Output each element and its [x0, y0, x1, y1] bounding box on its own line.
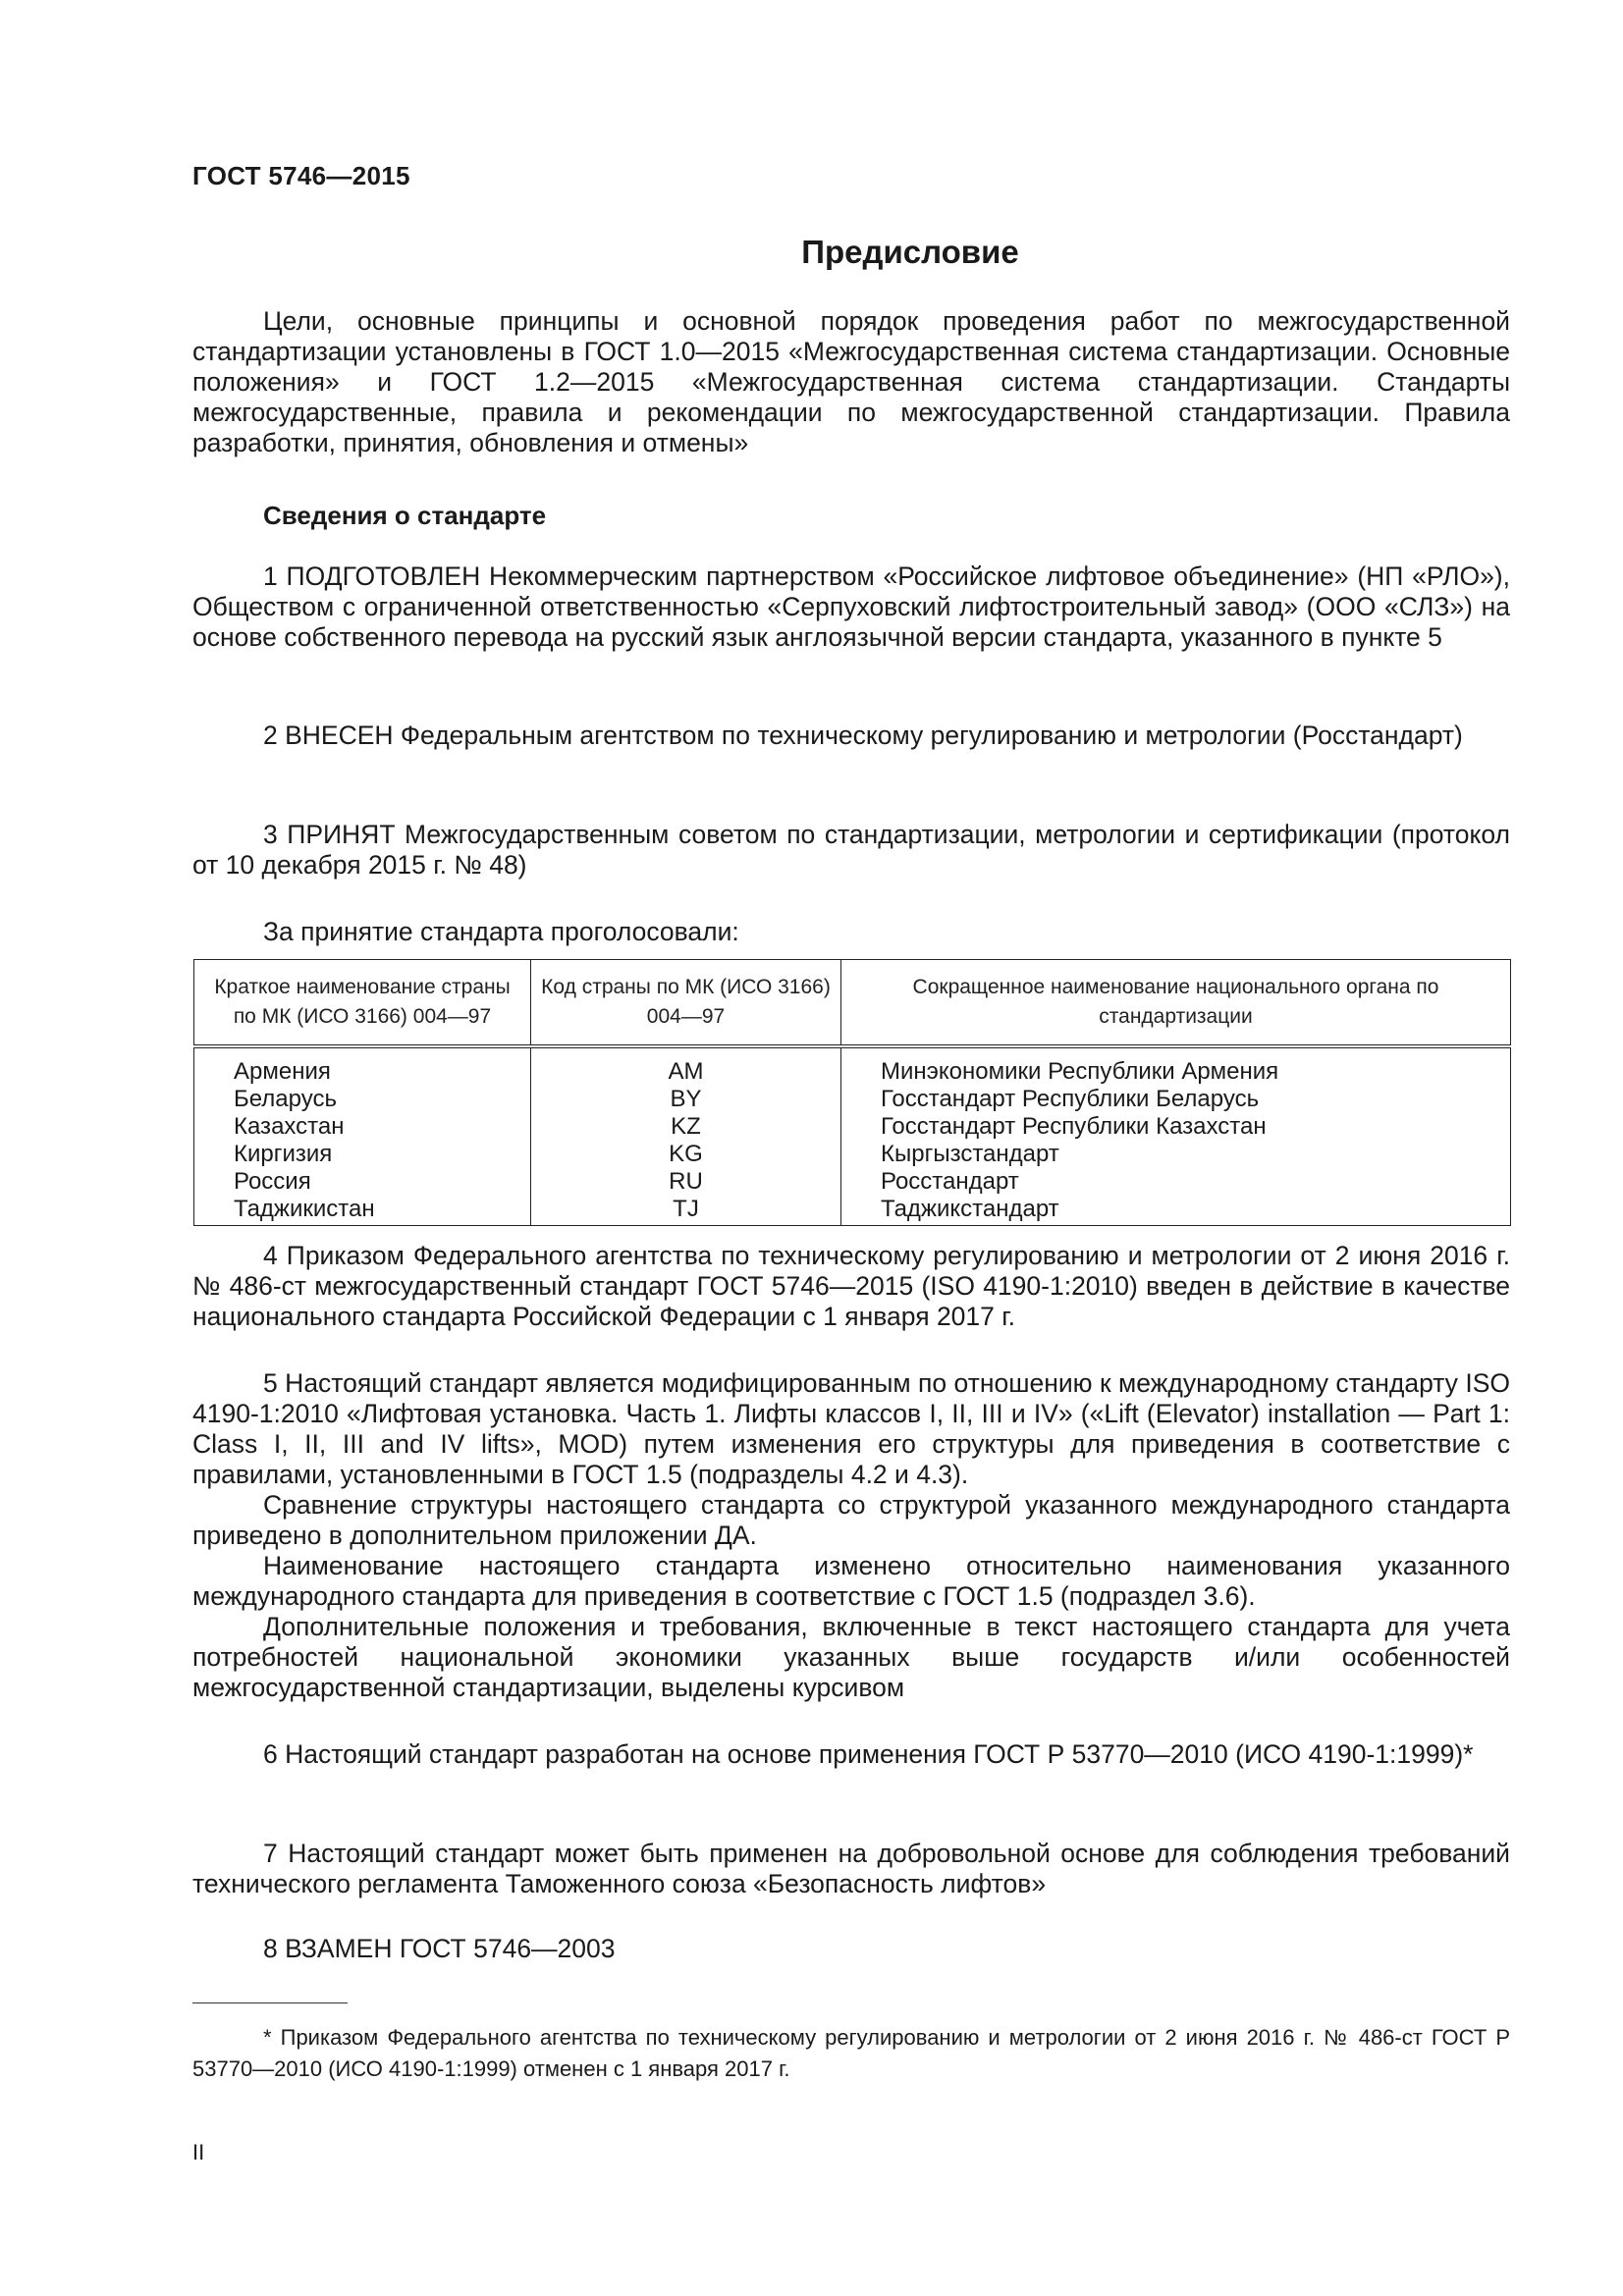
item-8-replaces: 8 ВЗАМЕН ГОСТ 5746—2003 [263, 1934, 616, 1963]
item-4-order: 4 Приказом Федерального агентства по техническому регулированию и метрологии от 2 июня 2016 г. № 486-ст межгосударственный стандарт ГОСТ 5746—2015 (ISO 4190-1:2010) введен в действие в качестве национального стандарта Российской Федерации с 1 января 2017 г. [192, 1241, 1510, 1331]
page-title: Предисловие [801, 234, 1019, 270]
org-cell: Росстандарт [841, 1168, 1511, 1196]
item-6-basis: 6 Настоящий стандарт разработан на основе применения ГОСТ Р 53770—2010 (ИСО 4190-1:1999)* [263, 1739, 1474, 1769]
intro-paragraph: Цели, основные принципы и основной порядок проведения работ по межгосударственной стандартизации установлены в ГОСТ 1.0—2015 «Межгосударственная система стандартизации. Основные положения» и ГОСТ 1.2—2015 «Межгосударственная система стандартизации. Стандарты межгосударственные, правила и рекомендации по межгосударственной стандартизации. Правила разработки, принятия, обновления и отмены» [192, 306, 1510, 457]
org-cell: Кыргызстандарт [841, 1141, 1511, 1168]
country-cell: Армения [194, 1046, 531, 1086]
code-cell: KZ [531, 1113, 841, 1141]
col-header-country: Краткое наименование страны по МК (ИСО 3166) 004—97 [194, 960, 531, 1047]
org-cell: Госстандарт Республики Беларусь [841, 1086, 1511, 1113]
item-7-voluntary: 7 Настоящий стандарт может быть применен на добровольной основе для соблюдения требований технического регламента Таможенного союза «Безопасность лифтов» [192, 1839, 1510, 1898]
code-cell: KG [531, 1141, 841, 1168]
item-5-additional: Дополнительные положения и требования, включенные в текст настоящего стандарта для учета потребностей национальной экономики указанных выше государств и/или особенностей межгосударственной стандартизации, выделены курсивом [192, 1612, 1510, 1702]
votes-intro: За принятие стандарта проголосовали: [263, 917, 739, 946]
votes-table [193, 959, 1511, 1226]
info-heading: Сведения о стандарте [263, 501, 547, 530]
country-cell: Киргизия [194, 1141, 531, 1168]
document-code-header: ГОСТ 5746—2015 [192, 161, 410, 190]
country-cell: Казахстан [194, 1113, 531, 1141]
table-row [194, 1046, 1511, 1086]
code-cell: AM [531, 1046, 841, 1086]
item-2-introduced: 2 ВНЕСЕН Федеральным агентством по техническому регулированию и метрологии (Росстандарт) [263, 721, 1463, 750]
code-cell: RU [531, 1168, 841, 1196]
page-number: II [192, 2140, 205, 2164]
col-header-org: Сокращенное наименование национального органа по стандартизации [841, 960, 1511, 1047]
table-row [194, 1168, 1511, 1196]
table-row [194, 1113, 1511, 1141]
table-row [194, 1141, 1511, 1168]
col-header-code: Код страны по МК (ИСО 3166) 004—97 [531, 960, 841, 1047]
table-header-row [194, 960, 1511, 1047]
org-cell: Минэкономики Республики Армения [841, 1046, 1511, 1086]
footnote-divider [192, 2002, 348, 2003]
country-cell: Беларусь [194, 1086, 531, 1113]
code-cell: TJ [531, 1196, 841, 1226]
table-row [194, 1086, 1511, 1113]
org-cell: Госстандарт Республики Казахстан [841, 1113, 1511, 1141]
org-cell: Таджикстандарт [841, 1196, 1511, 1226]
item-5-modified: 5 Настоящий стандарт является модифицированным по отношению к международному стандарту ISO 4190-1:2010 «Лифтовая установка. Часть 1. Лифты классов I, II, III и IV» («Lift (Elevator) installation — Part 1: Class I, II, III and IV lifts», MOD) путем изменения его структуры для приведения в соответствие с правилами, установленными в ГОСТ 1.5 (подразделы 4.2 и 4.3). [192, 1368, 1510, 1489]
item-1-prepared: 1 ПОДГОТОВЛЕН Некоммерческим партнерством «Российское лифтовое объединение» (НП «РЛО»), Обществом с ограниченной ответственностью «Серпуховский лифтостроительный завод» (ООО «СЛЗ») на основе собственного перевода на русский язык англоязычной версии стандарта, указанного в пункте 5 [192, 561, 1510, 652]
item-5-comparison: Сравнение структуры настоящего стандарта со структурой указанного международного стандарта приведено в дополнительном приложении ДА. [192, 1490, 1510, 1550]
country-cell: Таджикистан [194, 1196, 531, 1226]
country-cell: Россия [194, 1168, 531, 1196]
code-cell: BY [531, 1086, 841, 1113]
footnote: * Приказом Федерального агентства по техническому регулированию и метрологии от 2 июня 2016 г. № 486-ст ГОСТ Р 53770—2010 (ИСО 4190-1:1999) отменен с 1 января 2017 г. [192, 2025, 1510, 2081]
table-row [194, 1196, 1511, 1226]
item-3-adopted: 3 ПРИНЯТ Межгосударственным советом по стандартизации, метрологии и сертификации (протокол от 10 декабря 2015 г. № 48) [192, 820, 1510, 880]
item-5-name-change: Наименование настоящего стандарта изменено относительно наименования указанного международного стандарта для приведения в соответствие с ГОСТ 1.5 (подраздел 3.6). [192, 1551, 1510, 1611]
